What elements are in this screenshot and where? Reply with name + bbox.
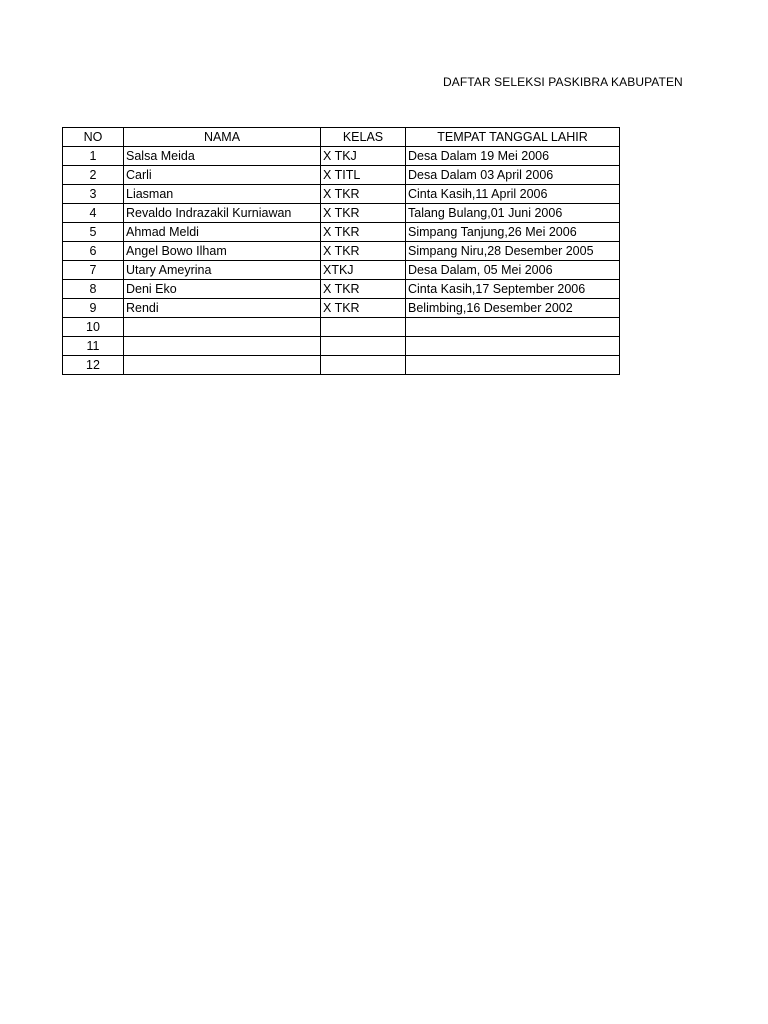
cell-nama: Salsa Meida (124, 147, 321, 166)
cell-kelas: X TKR (321, 280, 406, 299)
header-kelas: KELAS (321, 128, 406, 147)
cell-no: 12 (63, 356, 124, 375)
cell-no: 6 (63, 242, 124, 261)
table-row (63, 204, 620, 223)
cell-kelas (321, 318, 406, 337)
cell-no: 5 (63, 223, 124, 242)
header-row (63, 128, 620, 147)
cell-ttl (406, 318, 620, 337)
cell-ttl: Cinta Kasih,17 September 2006 (406, 280, 620, 299)
cell-nama: Carli (124, 166, 321, 185)
table-row (63, 147, 620, 166)
table-row (63, 223, 620, 242)
cell-kelas: X TKR (321, 242, 406, 261)
title-cell (443, 72, 683, 92)
table-row (63, 242, 620, 261)
cell-nama: Ahmad Meldi (124, 223, 321, 242)
table-row (63, 318, 620, 337)
cell-ttl: Desa Dalam, 05 Mei 2006 (406, 261, 620, 280)
document-title: DAFTAR SELEKSI PASKIBRA KABUPATEN (443, 75, 683, 89)
cell-ttl: Belimbing,16 Desember 2002 (406, 299, 620, 318)
selection-table (62, 127, 620, 375)
cell-ttl (406, 356, 620, 375)
cell-no: 11 (63, 337, 124, 356)
table-row (63, 337, 620, 356)
cell-nama: Rendi (124, 299, 321, 318)
cell-no: 9 (63, 299, 124, 318)
cell-no: 1 (63, 147, 124, 166)
cell-nama (124, 337, 321, 356)
cell-kelas: X TKR (321, 299, 406, 318)
cell-kelas: X TKJ (321, 147, 406, 166)
cell-ttl: Talang Bulang,01 Juni 2006 (406, 204, 620, 223)
cell-kelas (321, 337, 406, 356)
cell-no: 10 (63, 318, 124, 337)
cell-nama: Revaldo Indrazakil Kurniawan (124, 204, 321, 223)
cell-nama: Angel Bowo Ilham (124, 242, 321, 261)
table-row (63, 166, 620, 185)
cell-nama: Deni Eko (124, 280, 321, 299)
table-row (63, 185, 620, 204)
table-row (63, 261, 620, 280)
cell-kelas: X TITL (321, 166, 406, 185)
cell-nama (124, 356, 321, 375)
cell-kelas: X TKR (321, 204, 406, 223)
cell-ttl: Simpang Niru,28 Desember 2005 (406, 242, 620, 261)
cell-ttl: Cinta Kasih,11 April 2006 (406, 185, 620, 204)
header-ttl: TEMPAT TANGGAL LAHIR (406, 128, 620, 147)
cell-nama: Utary Ameyrina (124, 261, 321, 280)
cell-nama: Liasman (124, 185, 321, 204)
cell-no: 3 (63, 185, 124, 204)
cell-nama (124, 318, 321, 337)
cell-ttl (406, 337, 620, 356)
table-row (63, 280, 620, 299)
cell-no: 8 (63, 280, 124, 299)
header-no: NO (63, 128, 124, 147)
table-row (63, 299, 620, 318)
header-nama: NAMA (124, 128, 321, 147)
cell-ttl: Simpang Tanjung,26 Mei 2006 (406, 223, 620, 242)
table-row (63, 356, 620, 375)
cell-kelas: XTKJ (321, 261, 406, 280)
cell-no: 2 (63, 166, 124, 185)
cell-ttl: Desa Dalam 19 Mei 2006 (406, 147, 620, 166)
cell-kelas (321, 356, 406, 375)
cell-no: 4 (63, 204, 124, 223)
cell-ttl: Desa Dalam 03 April 2006 (406, 166, 620, 185)
cell-kelas: X TKR (321, 223, 406, 242)
cell-kelas: X TKR (321, 185, 406, 204)
cell-no: 7 (63, 261, 124, 280)
